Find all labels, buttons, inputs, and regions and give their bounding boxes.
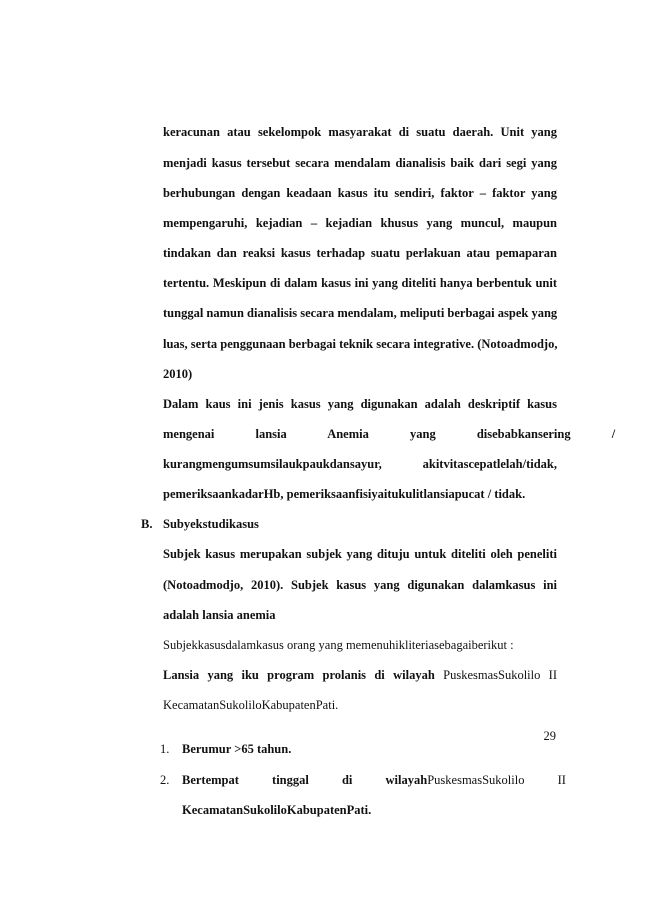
paragraph-line: mempengaruhi, kejadian – kejadian khusus yang muncul, maupun — [163, 216, 557, 230]
section-letter: B. — [141, 517, 153, 531]
list-item-text: Berumur >65 tahun. — [182, 742, 292, 756]
paragraph-line: menjadi kasus tersebut secara mendalam dianalisis baik dari segi yang — [163, 156, 557, 170]
paragraph-line: mengenai lansia Anemia yang disebabkansering / — [163, 427, 616, 441]
criteria-line: KecamatanSukoliloKabupatenPati. — [163, 698, 339, 712]
list-item-continuation: KecamatanSukoliloKabupatenPati. — [182, 803, 372, 817]
paragraph-line: (Notoadmodjo, 2010). Subjek kasus yang digunakan dalamkasus ini — [163, 578, 557, 592]
paragraph-line: tindakan dan reaksi kasus terhadap suatu perlakuan atau pemaparan — [163, 246, 557, 260]
paragraph-line: pemeriksaankadarHb, pemeriksaanfisiyaitukulitlansiapucat / tidak. — [163, 487, 526, 501]
section-title: Subyekstudikasus — [163, 517, 259, 531]
criteria-line — [163, 667, 557, 683]
criteria-bold-text: Lansia yang iku program prolanis di wilayah — [163, 668, 435, 682]
list-item-number: 2. — [160, 773, 170, 787]
paragraph-line: Dalam kaus ini jenis kasus yang digunakan adalah deskriptif kasus — [163, 397, 557, 411]
list-item-location-text: PuskesmasSukolilo II — [427, 773, 566, 787]
paragraph-line: 2010) — [163, 367, 193, 381]
page-number: 29 — [543, 729, 556, 743]
paragraph-line: keracunan atau sekelompok masyarakat di suatu daerah. Unit yang — [163, 125, 557, 139]
paragraph-line: kurangmengumsumsilaukpaukdansayur, akitvitascepatlelah/tidak, — [163, 457, 557, 471]
criteria-intro: Subjekkasusdalamkasus orang yang memenuhikliteriasebagaiberikut : — [163, 638, 514, 652]
list-item-bold-text: Bertempat tinggal di wilayah — [182, 773, 428, 787]
paragraph-line: luas, serta penggunaan berbagai teknik secara integrative. (Notoadmodjo, — [163, 337, 558, 351]
list-item-text — [182, 772, 566, 788]
list-item-number: 1. — [160, 742, 170, 756]
paragraph-line: tertentu. Meskipun di dalam kasus ini yang diteliti hanya berbentuk unit — [163, 276, 557, 290]
paragraph-line: tunggal namun dianalisis secara mendalam, meliputi berbagai aspek yang — [163, 306, 558, 320]
paragraph-line: adalah lansia anemia — [163, 608, 276, 622]
paragraph-line: berhubungan dengan keadaan kasus itu sendiri, faktor – faktor yang — [163, 186, 557, 200]
paragraph-line: Subjek kasus merupakan subjek yang dituju untuk diteliti oleh peneliti — [163, 547, 557, 561]
criteria-location-text: PuskesmasSukolilo II — [443, 668, 558, 682]
